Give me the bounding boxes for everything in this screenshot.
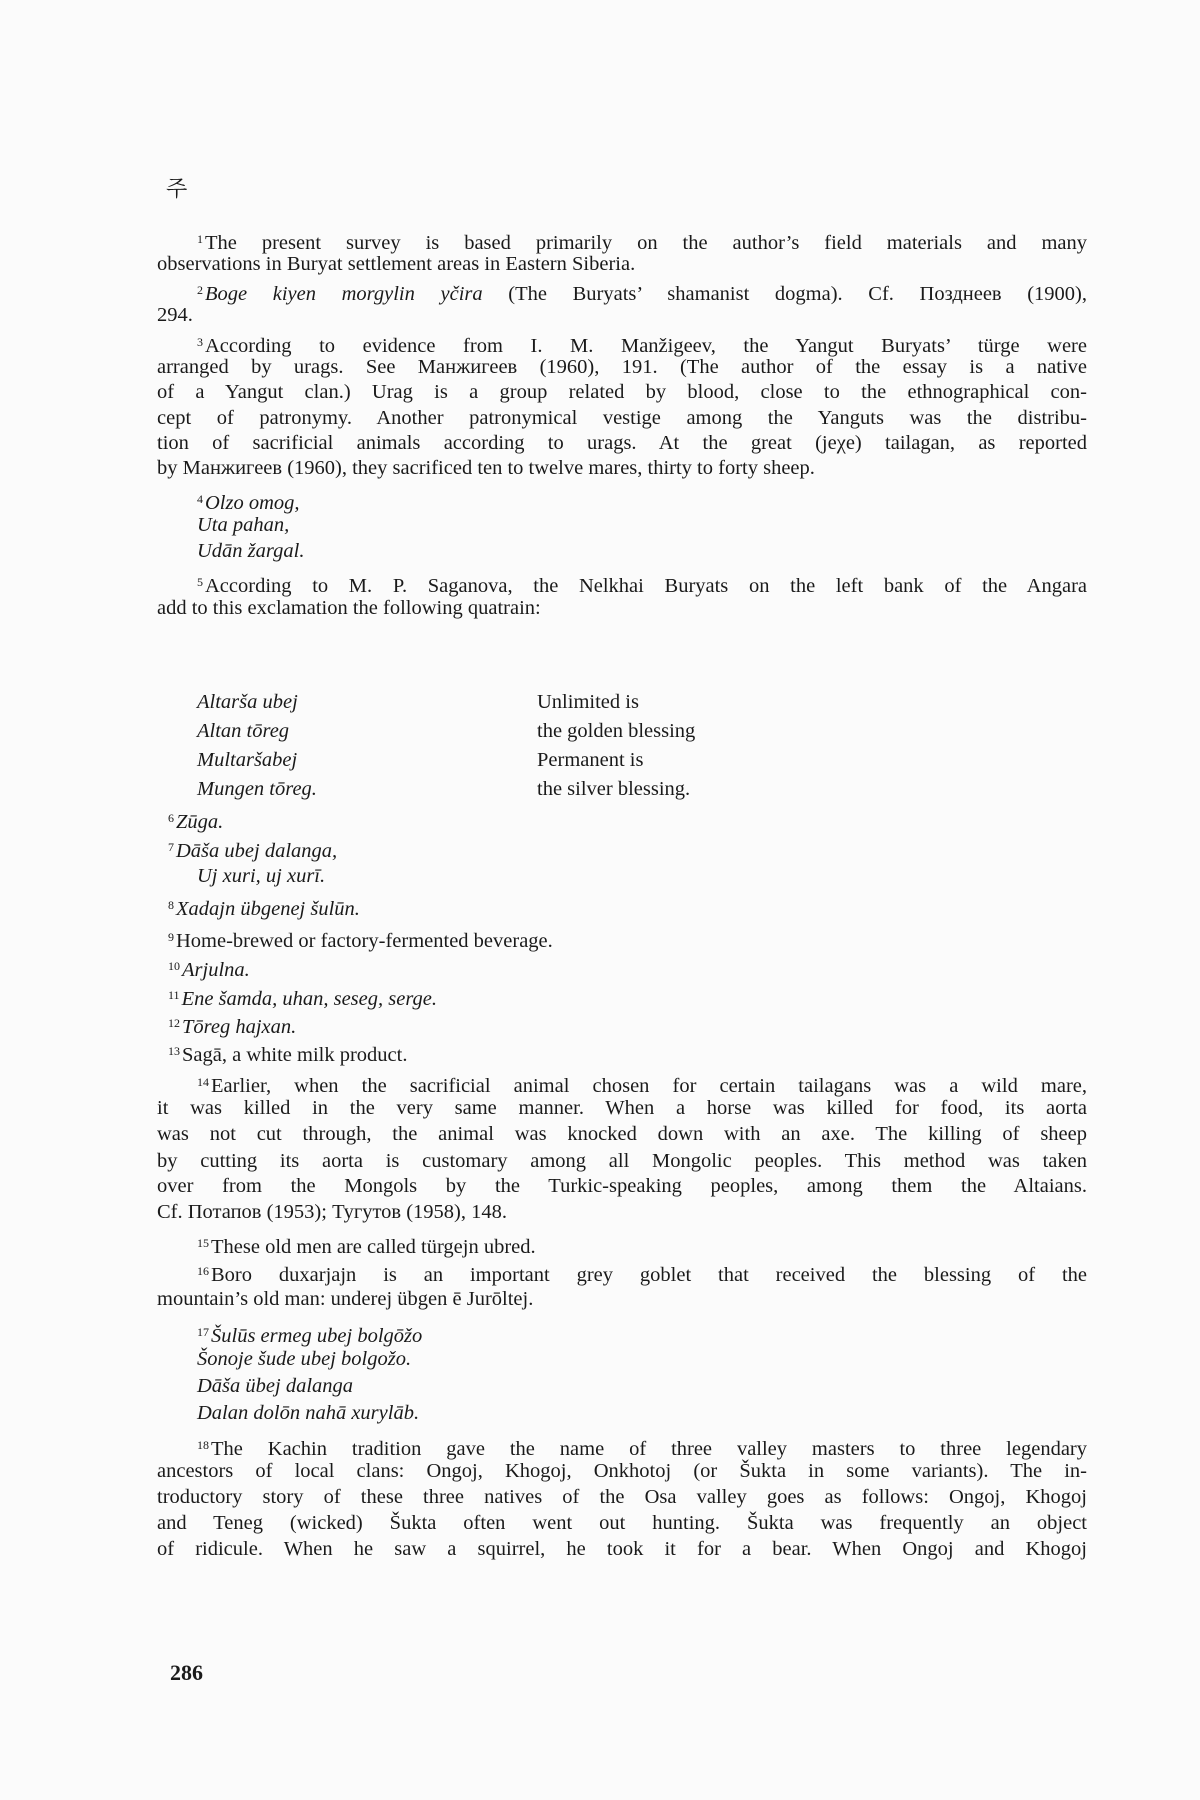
footnote-marker: 8: [168, 898, 174, 912]
text-line: mountain’s old man: underej übgen ē Jurōltej.: [157, 1288, 534, 1310]
text-line: $^{15}$These old men are called türgejn ubred.: [197, 1236, 536, 1258]
footnote-marker: 9: [168, 930, 174, 944]
text-line: $^1$The present survey is based primarily on the author’s field materials and many: [197, 232, 1087, 254]
footnote-marker: 1: [197, 232, 203, 246]
text-line: $^{11}$Ene šamda, uhan, seseg, serge.: [168, 988, 438, 1010]
text-line: 294.: [157, 304, 193, 326]
quatrain-original-line: Mungen tōreg.: [197, 778, 317, 800]
text-line: was not cut through, the animal was knocked down with an axe. The killing of sheep: [157, 1123, 1087, 1145]
text-line: and Teneg (wicked) Šukta often went out hunting. Šukta was frequently an object: [157, 1512, 1087, 1534]
text-line: $^3$According to evidence from I. M. Manžigeev, the Yangut Buryats’ türge were: [197, 335, 1087, 357]
text-line: $^{10}$Arjulna.: [168, 959, 250, 981]
text-line: $^{14}$Earlier, when the sacrificial animal chosen for certain tailagans was a wild mare,: [197, 1075, 1087, 1097]
footnote-marker: 11: [168, 988, 180, 1002]
text-line: $^8$Xadajn übgenej šulūn.: [168, 898, 360, 920]
footnote-marker: 18: [197, 1438, 209, 1452]
text-line: observations in Buryat settlement areas in Eastern Siberia.: [157, 253, 636, 275]
quatrain-translation-line: the silver blessing.: [537, 778, 691, 800]
quatrain-translation-line: Permanent is: [537, 749, 644, 771]
text-line: Cf. Потапов (1953); Тугутов (1958), 148.: [157, 1201, 508, 1223]
footnote-marker: 14: [197, 1075, 209, 1089]
quatrain-original-line: Altarša ubej: [197, 691, 298, 713]
quatrain-original-line: Multaršabej: [197, 749, 298, 771]
quatrain-translation-line: the golden blessing: [537, 720, 696, 742]
footnote-marker: 15: [197, 1236, 209, 1250]
text-line: Šonoje šude ubej bolgožo.: [197, 1348, 412, 1370]
footnote-marker: 5: [197, 575, 203, 589]
text-line: add to this exclamation the following quatrain:: [157, 597, 541, 619]
text-line: cept of patronymy. Another patronymical vestige among the Yanguts was the distribu-: [157, 407, 1087, 429]
footnote-marker: 6: [168, 811, 174, 825]
header-mark: 주: [166, 177, 188, 202]
text-line: Dalan dolōn nahā xurylāb.: [197, 1402, 420, 1424]
text-line: Udān žargal.: [197, 540, 305, 562]
footnote-marker: 10: [168, 959, 180, 973]
text-line: $^{13}$Sagā, a white milk product.: [168, 1044, 408, 1066]
text-line: of ridicule. When he saw a squirrel, he took it for a bear. When Ongoj and Khogoj: [157, 1538, 1087, 1560]
quatrain-original-line: Altan tōreg: [197, 720, 290, 742]
text-line: by Манжигеев (1960), they sacrificed ten to twelve mares, thirty to forty sheep.: [157, 457, 815, 479]
text-line: $^2$Boge kiyen morgylin yčira (The Buryats’ shamanist dogma). Cf. Позднеев (1900),: [197, 283, 1088, 305]
footnote-marker: 2: [197, 283, 203, 297]
text-line: tion of sacrificial animals according to urags. At the great (jeχe) tailagan, as reported: [157, 432, 1087, 454]
text-line: Uj xuri, uj xurī.: [197, 865, 326, 887]
footnote-marker: 7: [168, 840, 174, 854]
text-line: $^{17}$Šulūs ermeg ubej bolgōžo: [197, 1325, 423, 1347]
footnote-marker: 13: [168, 1044, 180, 1058]
page-number: 286: [170, 1660, 203, 1685]
text-line: $^5$According to M. P. Saganova, the Nelkhai Buryats on the left bank of the Angara: [197, 575, 1087, 597]
footnote-marker: 3: [197, 335, 203, 349]
text-line: $^6$Zūga.: [168, 811, 224, 833]
text-line: $^9$Home-brewed or factory-fermented beverage.: [168, 930, 553, 952]
text-line: $^{18}$The Kachin tradition gave the name of three valley masters to three legendary: [197, 1438, 1087, 1460]
text-line: Uta pahan,: [197, 514, 290, 536]
footnote-marker: 16: [197, 1264, 209, 1278]
text-line: $^4$Olzo omog,: [197, 492, 300, 514]
text-line: Dāša übej dalanga: [197, 1375, 354, 1397]
text-line: it was killed in the very same manner. When a horse was killed for food, its aorta: [157, 1097, 1087, 1119]
text-line: ancestors of local clans: Ongoj, Khogoj, Onkhotoj (or Šukta in some variants). The in-: [157, 1460, 1087, 1482]
text-line: by cutting its aorta is customary among all Mongolic peoples. This method was taken: [157, 1150, 1087, 1172]
footnote-marker: 17: [197, 1325, 209, 1339]
footnote-marker: 4: [197, 492, 203, 506]
text-line: troductory story of these three natives of the Osa valley goes as follows: Ongoj, Khogoj: [157, 1486, 1087, 1508]
text-line: arranged by urags. See Манжигеев (1960), 191. (The author of the essay is a native: [157, 356, 1087, 378]
text-line: $^7$Dāša ubej dalanga,: [168, 840, 338, 862]
text-line: $^{12}$Tōreg hajxan.: [168, 1016, 297, 1038]
quatrain-translation-line: Unlimited is: [537, 691, 639, 713]
text-line: over from the Mongols by the Turkic-speaking peoples, among them the Altaians.: [157, 1175, 1087, 1197]
text-line: $^{16}$Boro duxarjajn is an important grey goblet that received the blessing of the: [197, 1264, 1087, 1286]
text-line: of a Yangut clan.) Urag is a group related by blood, close to the ethnographical con-: [157, 381, 1087, 403]
footnote-marker: 12: [168, 1016, 180, 1030]
